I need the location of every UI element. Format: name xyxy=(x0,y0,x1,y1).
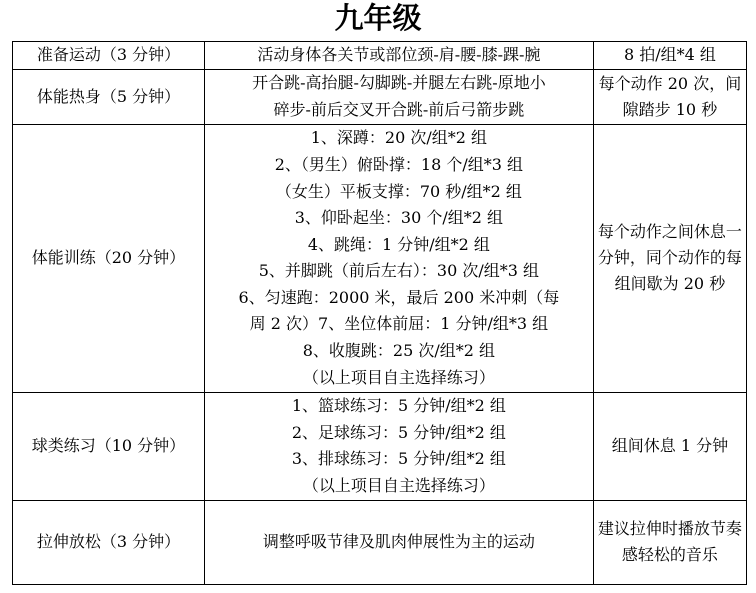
note-cell: 建议拉伸时播放节奏感轻松的音乐 xyxy=(593,500,746,584)
content-line: 3、仰卧起坐：30 个/组*2 组 xyxy=(294,208,504,228)
content-cell xyxy=(204,392,593,500)
content-line: 调整呼吸节律及肌肉伸展性为主的运动 xyxy=(262,532,535,552)
content-line: 碎步-前后交叉开合跳-前后弓箭步跳 xyxy=(273,99,525,119)
content-line: 8、收腹跳：25 次/组*2 组 xyxy=(302,341,496,361)
content-line: 6、匀速跑：2000 米，最后 200 米冲刺（每 xyxy=(238,287,560,307)
note-cell: 每个动作之间休息一分钟，同个动作的每组间歇为 20 秒 xyxy=(593,124,746,392)
content-line: 开合跳-高抬腿-勾脚跳-并腿左右跳-原地小 xyxy=(252,73,546,92)
content-line: 4、跳绳：1 分钟/组*2 组 xyxy=(307,234,490,254)
training-plan-table xyxy=(12,41,747,585)
content-cell xyxy=(204,69,593,124)
content-cell xyxy=(204,42,593,70)
stage-cell: 准备运动（3 分钟） xyxy=(13,42,205,70)
table-row xyxy=(13,69,747,124)
content-line: 1、篮球练习：5 分钟/组*2 组 xyxy=(291,395,506,415)
note-cell: 组间休息 1 分钟 xyxy=(593,392,746,500)
content-line: 1、深蹲：20 次/组*2 组 xyxy=(310,128,488,148)
content-line: 周 2 次）7、坐位体前屈：1 分钟/组*3 组 xyxy=(249,314,549,334)
table-row xyxy=(13,392,747,500)
stage-cell: 体能训练（20 分钟） xyxy=(13,124,205,392)
note-cell: 8 拍/组*4 组 xyxy=(593,42,746,70)
table-row xyxy=(13,500,747,584)
stage-cell: 球类练习（10 分钟） xyxy=(13,392,205,500)
content-line: 2、足球练习：5 分钟/组*2 组 xyxy=(291,422,506,442)
content-line: 5、并脚跳（前后左右）：30 次/组*3 组 xyxy=(258,261,540,281)
content-cell xyxy=(204,124,593,392)
note-cell: 每个动作 20 次，间隙踏步 10 秒 xyxy=(593,69,746,124)
content-line: 活动身体各关节或部位颈-肩-腰-膝-踝-腕 xyxy=(257,45,541,64)
content-line: （女生）平板支撑：70 秒/组*2 组 xyxy=(275,181,522,201)
content-line: （以上项目自主选择练习） xyxy=(302,476,495,496)
content-line: 3、排球练习：5 分钟/组*2 组 xyxy=(291,449,506,469)
content-line: 2、（男生）俯卧撑：18 个/组*3 组 xyxy=(274,154,524,174)
stage-cell: 拉伸放松（3 分钟） xyxy=(13,500,205,584)
table-row xyxy=(13,42,747,70)
page-title: 九年级 xyxy=(334,1,422,35)
stage-cell: 体能热身（5 分钟） xyxy=(13,69,205,124)
content-line: （以上项目自主选择练习） xyxy=(302,367,495,387)
content-cell xyxy=(204,500,593,584)
table-row xyxy=(13,124,747,392)
